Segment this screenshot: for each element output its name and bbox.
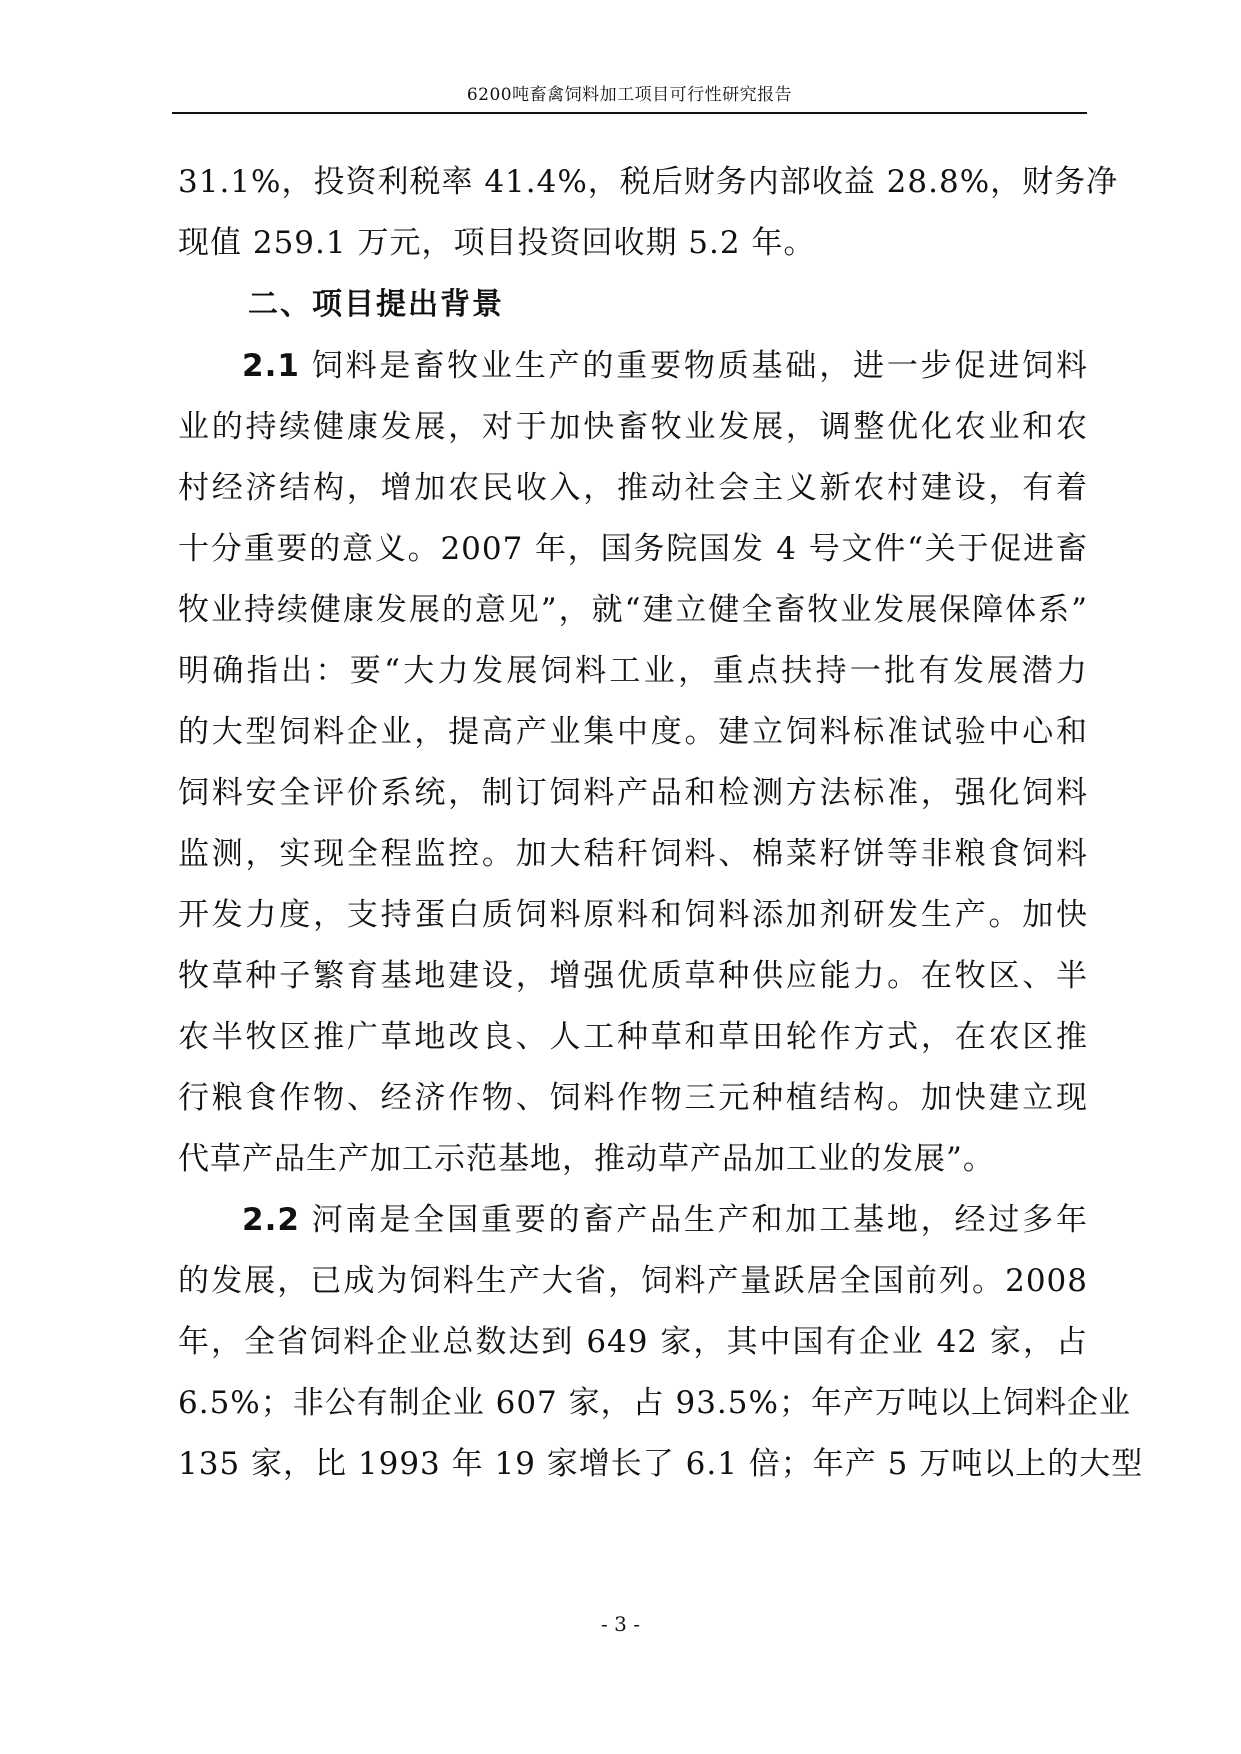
section-number: 2.1	[242, 348, 300, 384]
text-line: 十分重要的意义。2007 年，国务院国发 4 号文件“关于促进畜	[178, 531, 1088, 567]
text-line: 饲料安全评价系统，制订饲料产品和检测方法标准，强化饲料	[178, 775, 1088, 811]
text-line: 行粮食作物、经济作物、饲料作物三元种植结构。加快建立现	[178, 1080, 1088, 1116]
paragraph-2-1	[178, 336, 1088, 1190]
text-line: 牧业持续健康发展的意见”，就“建立健全畜牧业发展保障体系”	[178, 592, 1088, 628]
text-line: 的大型饲料企业，提高产业集中度。建立饲料标准试验中心和	[178, 714, 1088, 750]
header-divider	[172, 112, 1087, 114]
document-title: 6200吨畜禽饲料加工项目可行性研究报告	[466, 85, 793, 105]
text-line: 135 家，比 1993 年 19 家增长了 6.1 倍；年产 5 万吨以上的大型	[178, 1446, 1144, 1482]
text-line: 牧草种子繁育基地建设，增强优质草种供应能力。在牧区、半	[178, 958, 1088, 994]
paragraph-first-line	[178, 336, 1088, 397]
text-line: 饲料是畜牧业生产的重要物质基础，进一步促进饲料	[309, 348, 1088, 384]
text-line: 现值 259.1 万元，项目投资回收期 5.2 年。	[178, 225, 816, 261]
paragraph-first-line	[178, 1190, 1088, 1251]
page-number: - 3 -	[601, 1612, 640, 1636]
text-line: 明确指出：要“大力发展饲料工业，重点扶持一批有发展潜力	[178, 653, 1088, 689]
text-line: 的发展，已成为饲料生产大省，饲料产量跃居全国前列。2008	[178, 1263, 1088, 1299]
section-heading: 二、项目提出背景	[248, 287, 504, 322]
paragraph-intro	[178, 152, 1119, 274]
text-line: 年，全省饲料企业总数达到 649 家，其中国有企业 42 家，占	[178, 1324, 1088, 1360]
text-line: 业的持续健康发展，对于加快畜牧业发展，调整优化农业和农	[178, 409, 1088, 445]
section-number: 2.2	[242, 1202, 300, 1238]
text-line: 代草产品生产加工示范基地，推动草产品加工业的发展”。	[178, 1141, 995, 1177]
text-line: 村经济结构，增加农民收入，推动社会主义新农村建设，有着	[178, 470, 1088, 506]
text-line: 开发力度，支持蛋白质饲料原料和饲料添加剂研发生产。加快	[178, 897, 1088, 933]
page-body	[178, 152, 1144, 1495]
text-line: 监测，实现全程监控。加大秸秆饲料、棉菜籽饼等非粮食饲料	[178, 836, 1088, 872]
text-line: 31.1%，投资利税率 41.4%，税后财务内部收益 28.8%，财务净	[178, 164, 1119, 200]
text-line: 河南是全国重要的畜产品生产和加工基地，经过多年	[309, 1202, 1088, 1238]
text-line: 6.5%；非公有制企业 607 家，占 93.5%；年产万吨以上饲料企业	[178, 1385, 1131, 1421]
text-line: 农半牧区推广草地改良、人工种草和草田轮作方式，在农区推	[178, 1019, 1088, 1055]
paragraph-2-2	[178, 1190, 1144, 1495]
